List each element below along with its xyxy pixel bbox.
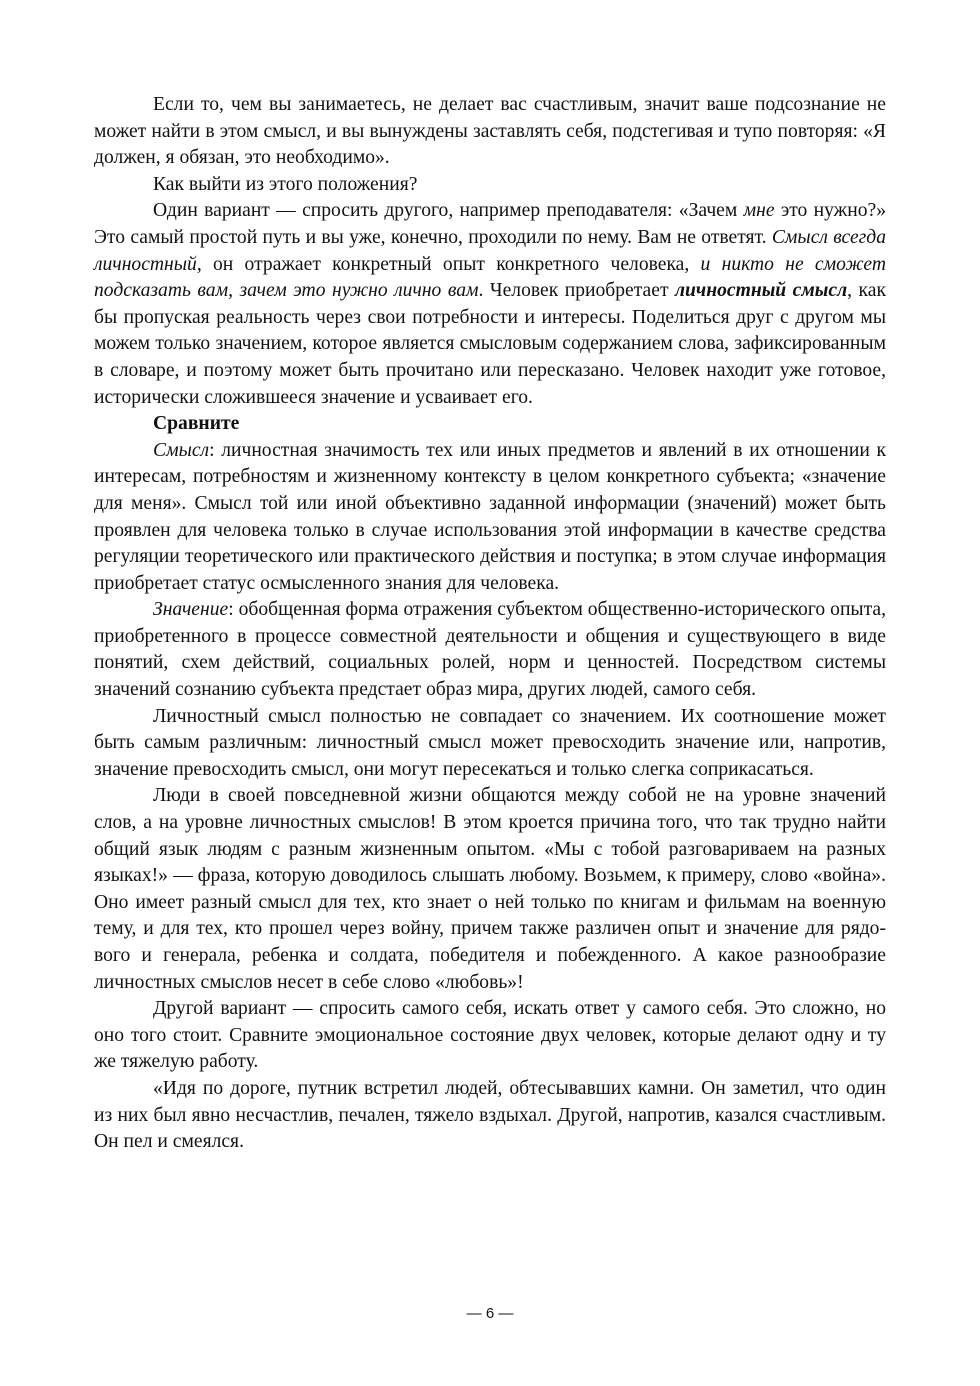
section-heading: Сравните <box>153 413 240 435</box>
paragraph: Другой вариант — спросить самого себя, искать ответ у самого себя. Это сложно, но оно того стоит. Сравните эмоциональное состояние двух человек, которые делают одну и ту же тяжелую работу. <box>94 998 886 1073</box>
definition-paragraph: Значение: обобщенная форма отражения субъектом общественно-исторического опыта, приобретенного в процессе совместной деятельности и общения и существующего в виде понятий, схем действий, социальных ролей, норм и ценностей. Посредством системы значений сознанию субъекта предстает образ мира, других людей, самого себя. <box>94 599 886 701</box>
paragraph: Один вариант — спросить другого, например преподавателя: «Зачем мне это нужно?» Это самый простой путь и вы уже, конечно, проходили по нему. Вам не ответят. Смысл всегда личностный, он отражает конкретный опыт конкретного человека, и никто не сможет подсказать вам, зачем это нужно лично вам. Человек приобретает личностный смысл, как бы пропуская реальность через свои потребности и интересы. Поделиться друг с другом мы можем только значением, которое является смысловым содержанием слова, зафиксированным в словаре, и поэтому может быть прочитано или пересказано. Человек находит уже готовое, исторически сложившееся значение и усваивает его. <box>94 200 886 408</box>
paragraph: Как выйти из этого положения? <box>153 173 418 195</box>
definition-paragraph: Смысл: личностная значимость тех или иных предметов и явлений в их отношении к интересам, потребностям и жизненному контексту в целом конкретного субъекта; «значение для меня». Смысл той или иной объективно заданной информации (значений) может быть проявлен для человека только в случае использования этой информации в качестве средства регуляции теоретического или практического действия и поступка; в этом случае информация приобретает статус осмысленного знания для человека. <box>94 439 886 594</box>
page-number: — 6 — <box>466 1305 514 1322</box>
paragraph: Если то, чем вы занимаетесь, не делает вас счастливым, значит ваше подсознание не может найти в этом смысл, и вы вынуждены заставлять себя, подстегивая и тупо повторяя: «Я должен, я обязан, это необходимо». <box>94 94 886 169</box>
paragraph: Личностный смысл полностью не совпадает со значением. Их соотношение может быть самым различным: личностный смысл может превосходить значение или, напротив, значение превосходить смысл, они могут пересекаться и только слегка соприкасаться. <box>94 705 886 780</box>
document-page <box>94 92 886 1156</box>
paragraph: «Идя по дороге, путник встретил людей, обтесывавших камни. Он заметил, что один из них был явно несчастлив, печален, тяжело вздыхал. Другой, напротив, казался счастливым. Он пел и смеялся. <box>94 1077 886 1153</box>
paragraph: Люди в своей повседневной жизни общаются между собой не на уровне значений слов, а на уровне личностных смыслов! В этом кроется причина того, что так трудно найти общий язык людям с разным жизненным опытом. «Мы с тобой разговариваем на разных языках!» — фраза, которую доводилось слышать любому. Возьмем, к примеру, слово «война». Оно имеет разный смысл для тех, кто знает о ней только по книгам и фильмам на военную тему, и для тех, кто прошел через войну, причем также различен опыт и значение для рядового и генерала, ребенка и солдата, победителя и побежденного. А какое разнообразие личностных смыслов несет в себе слово «любовь»! <box>94 785 886 993</box>
